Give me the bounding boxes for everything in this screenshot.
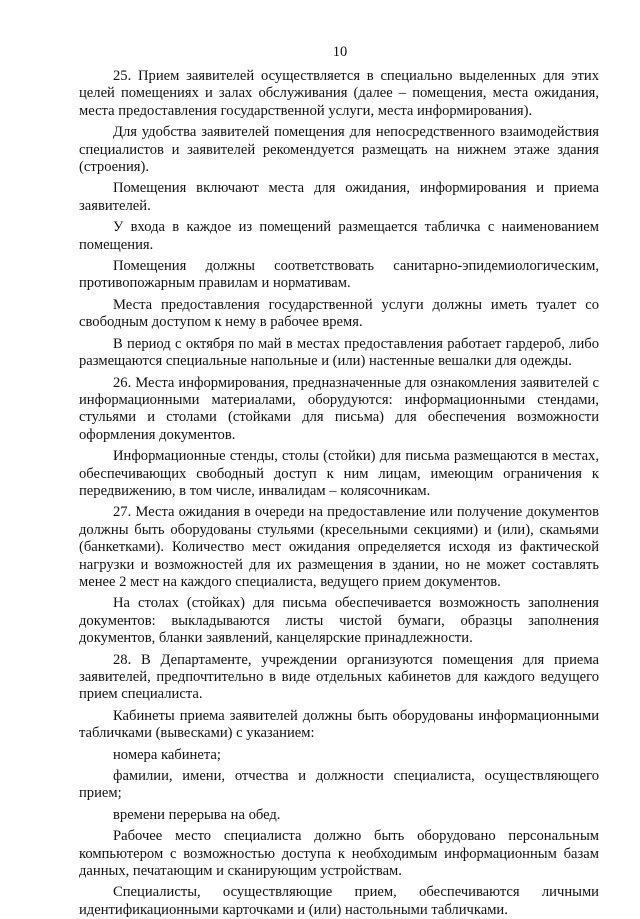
paragraph: В период с октября по май в местах предоставления работает гардероб, либо размещаются специальные напольные и (или) настенные вешалки для одежды.	[79, 335, 599, 370]
paragraph: Места предоставления государственной услуги должны иметь туалет со свободным доступом к нему в рабочее время.	[79, 296, 599, 331]
paragraph: У входа в каждое из помещений размещается табличка с наименованием помещения.	[79, 219, 599, 253]
paragraph: 28. В Департаменте, учреждении организуются помещения для приема заявителей, предпочтительно в виде отдельных кабинетов для каждого ведущего прием специалиста.	[79, 651, 599, 703]
page-number: 10	[332, 44, 348, 60]
paragraph: 27. Места ожидания в очереди на предоставление или получение документов должны быть оборудованы стульями (кресельными секциями) и (или), скамьями (банкетками). Количество мест ожидания определяется исходя из фактической нагрузки и возможностей для их размещения в здании, но не может составлять менее 2 мест на каждого специалиста, ведущего прием документов.	[79, 504, 599, 590]
paragraph: 25. Прием заявителей осуществляется в специально выделенных для этих целей помещениях и залах обслуживания (далее – помещения, места ожидания, места предоставления государственной услуги, места информирования).	[79, 68, 599, 119]
paragraph: Помещения должны соответствовать санитарно-эпидемиологическим, противопожарным правилам и нормативам.	[79, 258, 599, 292]
paragraph: На столах (стойках) для письма обеспечивается возможность заполнения документов: выкладываются листы чистой бумаги, образцы заполнения документов, бланки заявлений, канцелярские принадлежности.	[79, 595, 599, 647]
list-item: фамилии, имени, отчества и должности специалиста, осуществляющего прием;	[79, 768, 599, 802]
paragraph: Рабочее место специалиста должно быть оборудовано персональным компьютером с возможностью доступа к необходимым информационным базам данных, печатающим и сканирующим устройствам.	[79, 828, 599, 880]
list-item: времени перерыва на обед.	[113, 806, 281, 823]
list-item: номера кабинета;	[113, 746, 221, 763]
paragraph: Кабинеты приема заявителей должны быть оборудованы информационными табличками (вывесками) с указанием:	[79, 707, 599, 742]
document-body	[79, 68, 599, 919]
paragraph: Помещения включают места для ожидания, информирования и приема заявителей.	[79, 180, 599, 214]
paragraph: Для удобства заявителей помещения для непосредственного взаимодействия специалистов и заявителей рекомендуется размещать на нижнем этаже здания (строения).	[79, 124, 599, 176]
paragraph: Специалисты, осуществляющие прием, обеспечиваются личными идентификационными карточками и (или) настольными табличками.	[79, 884, 599, 918]
paragraph: 26. Места информирования, предназначенные для ознакомления заявителей с информационными материалами, оборудуются: информационными стендами, стульями и столами (стойками для письма) для обеспечения возможности оформления документов.	[79, 374, 599, 443]
paragraph: Информационные стенды, столы (стойки) для письма размещаются в местах, обеспечивающих свободный доступ к ним лицам, имеющим ограничения к передвижению, в том числе, инвалидам – колясочникам.	[79, 448, 599, 499]
